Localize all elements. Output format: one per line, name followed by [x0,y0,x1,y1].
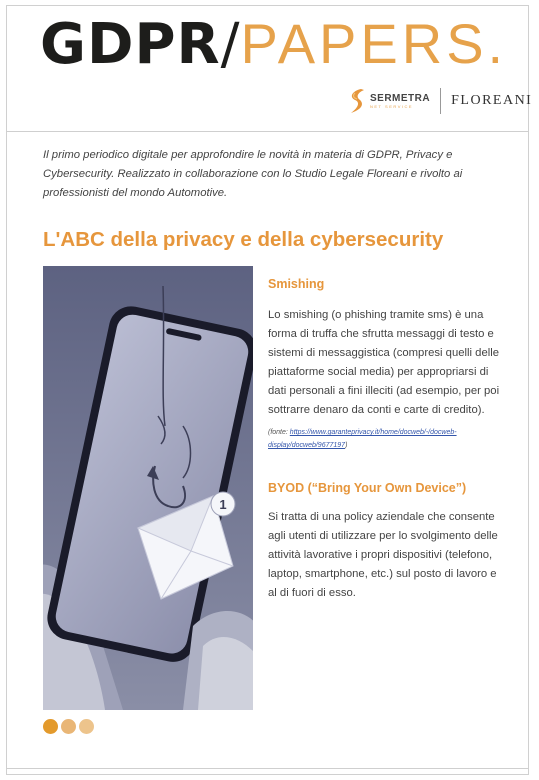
floreani-logo: FLOREANI [451,93,533,108]
articles-column [268,276,504,603]
source-prefix: (fonte: [268,429,290,436]
article-source [268,426,504,452]
logo-separator [440,88,441,114]
article-title-byod: BYOD (“Bring Your Own Device”) [268,481,467,495]
masthead-slash: / [220,12,241,77]
carousel-dot-2[interactable] [61,719,76,734]
article-body-byod: Si tratta di una policy aziendale che consente agli utenti di utilizzare per lo svolgimento delle attività lavorative i propri dispositivi (telefono, laptop, smartphone, etc.) sul posto di lavoro e al di fuori di esso. [268,511,498,599]
masthead-papers: PAPERS. [240,12,508,75]
partner-logos [346,86,532,116]
carousel-dot-3[interactable] [79,719,94,734]
header-divider [6,131,529,132]
notification-badge: 1 [219,497,227,512]
intro-text: Il primo periodico digitale per approfondire le novità in materia di GDPR, Privacy e Cybersecurity. Realizzato in collaborazione con lo Studio Legale Floreani e rivolto ai professionisti del mondo Automotive. [43,149,463,199]
sermetra-swoosh-icon [346,87,368,115]
article-body-smishing: Lo smishing (o phishing tramite sms) è una forma di truffa che sfrutta messaggi di testo e sistemi di messaggistica (compresi quelli delle piattaforme social media) per appropriarsi di dati personali a fini illeciti (ad esempio, per poi sottrarre denaro da conti e carte di credito). [268,309,500,416]
section-title: L'ABC della privacy e della cybersecurity [43,228,444,251]
sermetra-tagline: NET SERVICE [370,104,414,109]
source-suffix: ) [345,442,348,449]
masthead-gdpr: GDPR [40,12,221,77]
hero-image [43,266,253,710]
carousel-dots [43,719,94,734]
phishing-phone-illustration [43,266,253,710]
carousel-dot-1[interactable] [43,719,58,734]
source-link[interactable]: https://www.garanteprivacy.it/home/docweb/-/docweb-display/docweb/9677197 [268,429,457,449]
article-title-smishing: Smishing [268,277,325,291]
sermetra-logo [346,87,430,115]
sermetra-name: SERMETRA [370,93,431,104]
masthead [40,14,507,75]
footer-divider [6,768,529,769]
